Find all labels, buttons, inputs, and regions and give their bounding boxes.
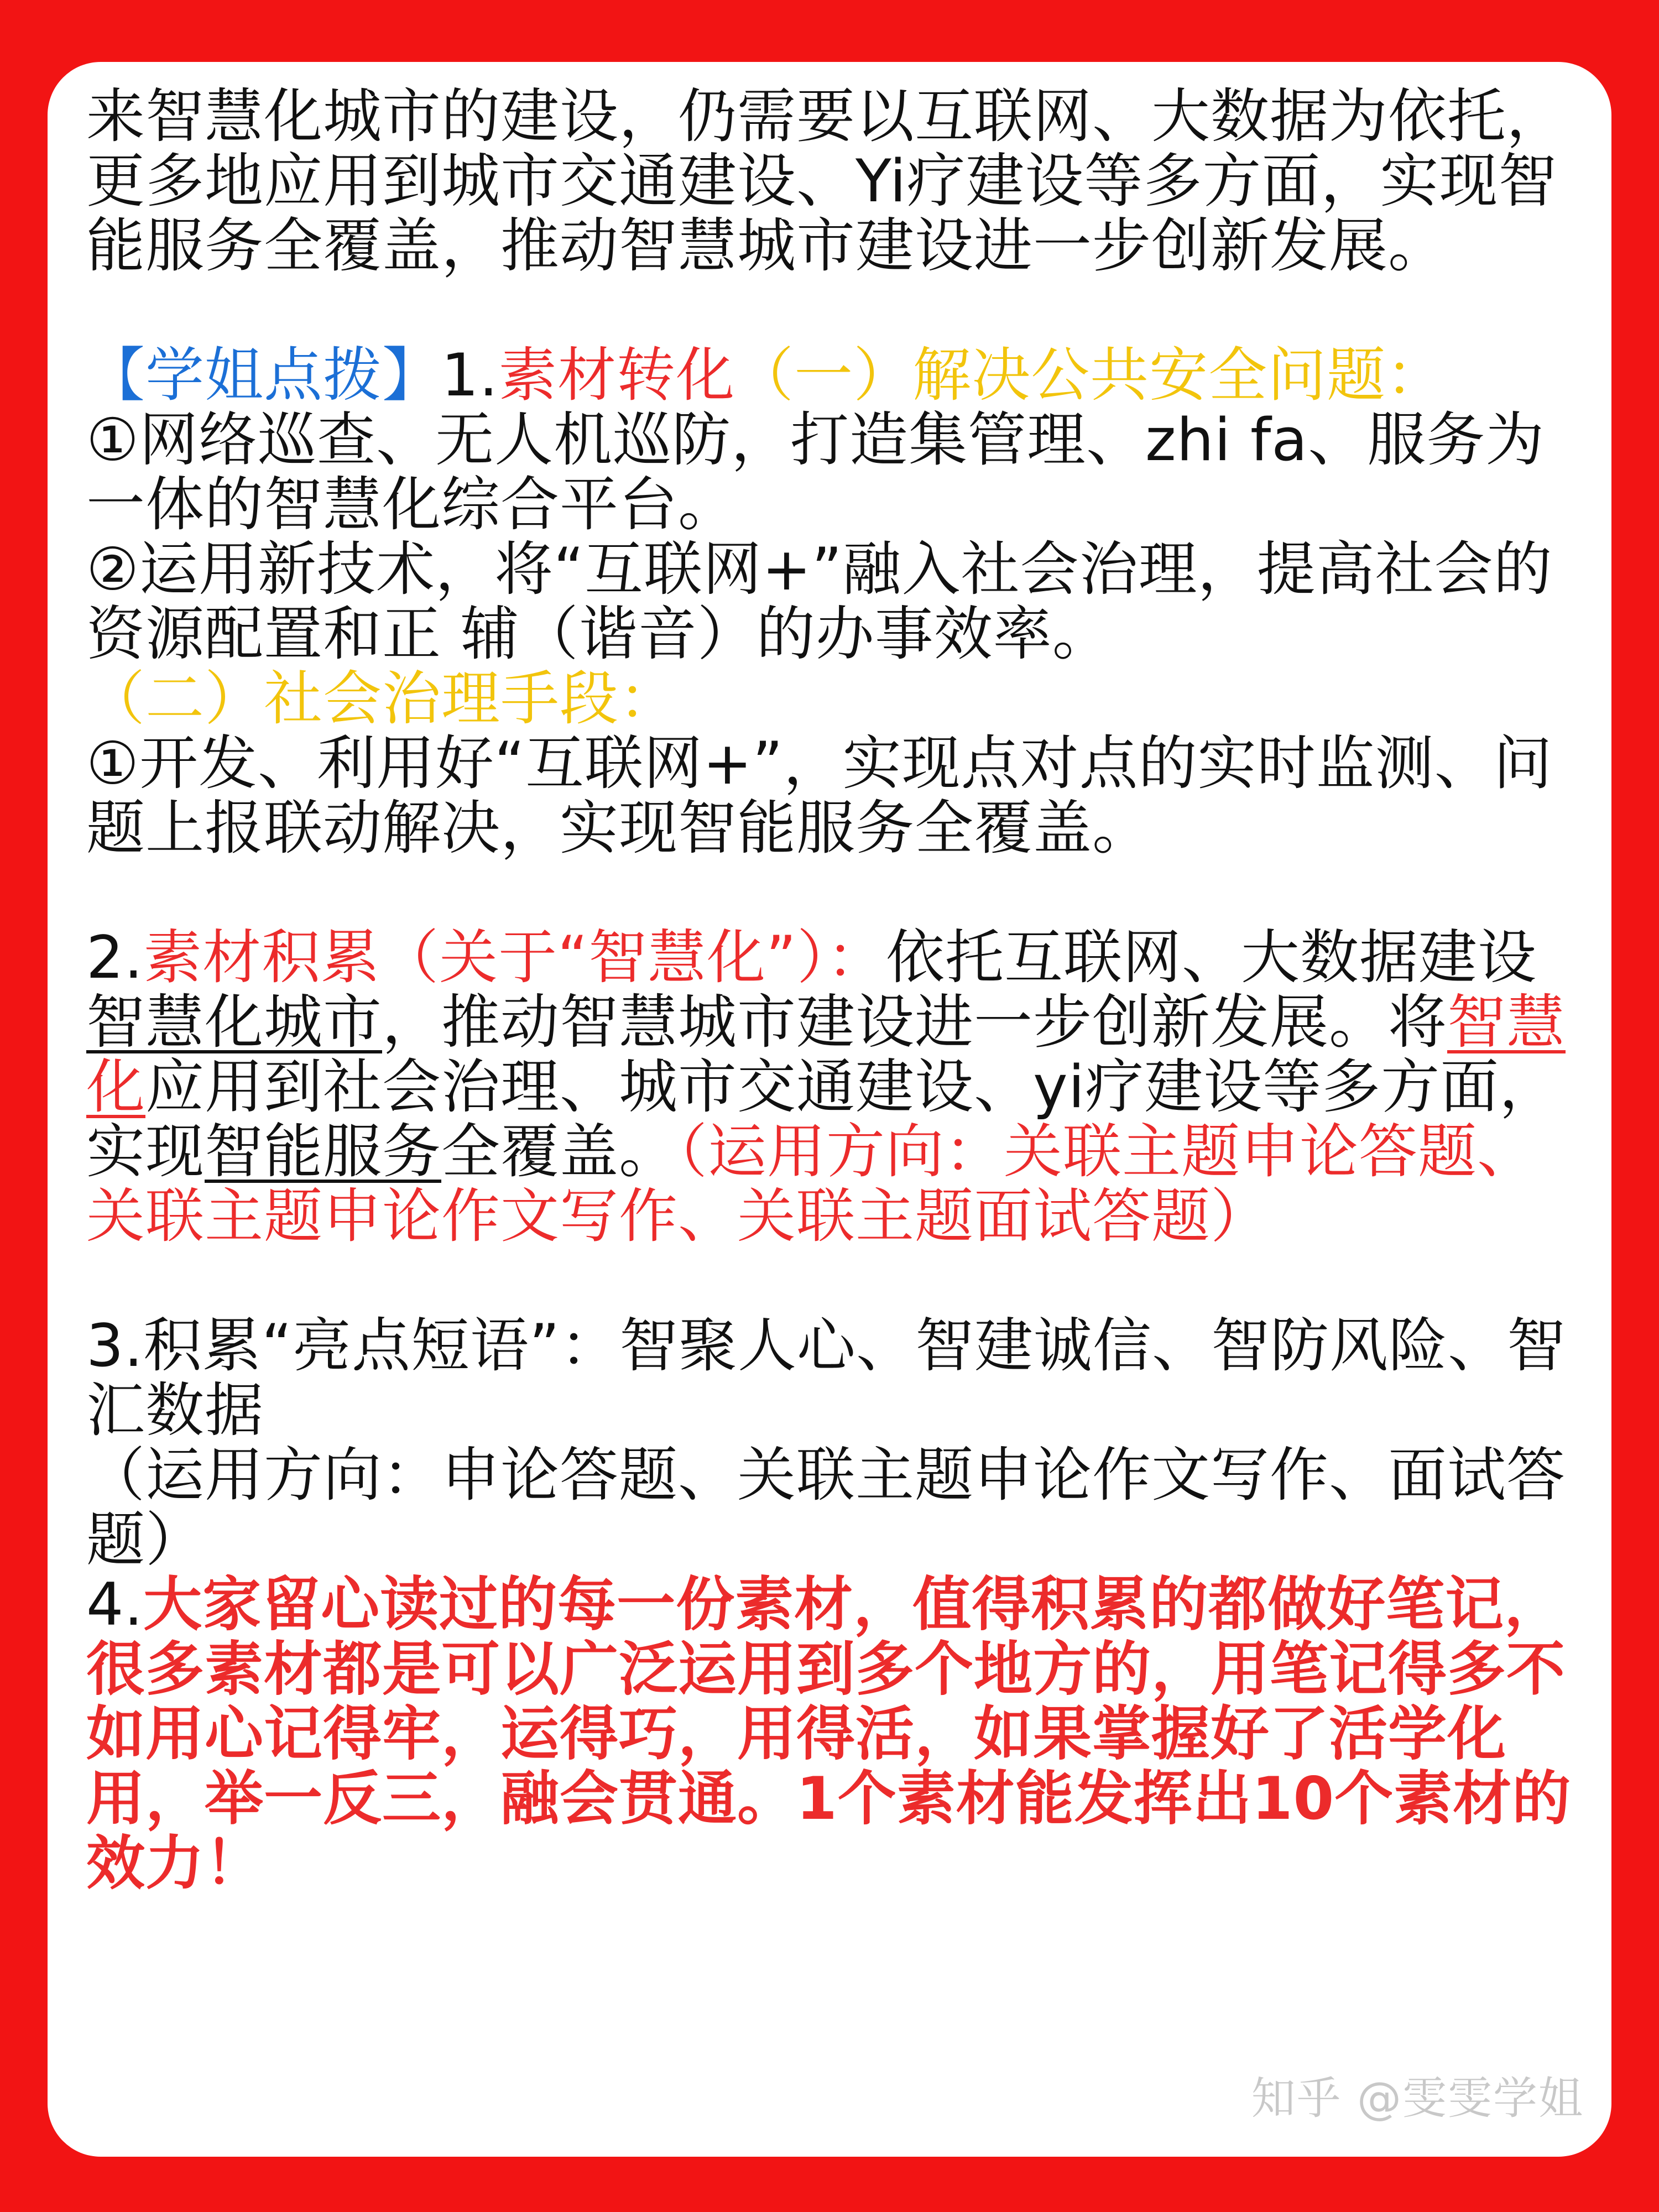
section2-number: 2. [86, 924, 144, 992]
section1-number: 1. [441, 341, 499, 409]
section2-usage: （运用方向：关联主题申论答题、关联主题申论作文写作、关联主题面试答题） [86, 1118, 1536, 1250]
section1-heading [86, 343, 1574, 408]
spacer [86, 1249, 1574, 1313]
section3-usage: （运用方向：申论答题、关联主题申论作文写作、面试答题） [86, 1441, 1566, 1574]
section3-paragraph: 3.积累“亮点短语”：智聚人心、智建诚信、智防风险、智汇数据 [86, 1312, 1566, 1444]
section2-text-3: 应用到社会治理、城市交通建设、yi疗建设等多方面，实现 [86, 1053, 1559, 1186]
section1-item-1: ①网络巡查、无人机巡防，打造集管理、zhi fa、服务为一体的智慧化综合平台。 [86, 406, 1545, 539]
intro-paragraph: 来智慧化城市的建设，仍需要以互联网、大数据为依托，更多地应用到城市交通建设、Yi疗建设等多方面，实现智能服务全覆盖，推动智慧城市建设进一步创新发展。 [86, 82, 1566, 280]
watermark: 知乎 @雯雯学姐 [1251, 2073, 1584, 2124]
section2-text-2: ，推动智慧城市建设进一步创新发展。将 [382, 988, 1447, 1056]
section1-subheading-1: （一）解决公共安全问题： [735, 341, 1446, 409]
section1-item-3: ①开发、利用好“互联网+”，实现点对点的实时监测、问题上报联动解决，实现智能服务全覆盖。 [86, 729, 1553, 862]
section4-paragraph [86, 1572, 1574, 1896]
section1-tag: 【学姐点拨】 [86, 341, 441, 409]
section1-subheading-2: （二）社会治理手段： [86, 665, 678, 733]
spacer [86, 860, 1574, 925]
content-card [48, 62, 1611, 2157]
section2-title: 素材积累（关于“智慧化”）： [143, 924, 886, 992]
section1-item-2: ②运用新技术，将“互联网+”融入社会治理，提高社会的资源配置和正 辅（谐音）的办事效率。 [86, 535, 1553, 668]
spacer [86, 278, 1574, 343]
section4-text: 大家留心读过的每一份素材，值得积累的都做好笔记，很多素材都是可以广泛运用到多个地方的，用笔记得多不如用心记得牢，运得巧，用得活，如果掌握好了活学化用，举一反三，融会贯通。1个素材能发挥出10个素材的效力！ [86, 1571, 1572, 1897]
section1-title: 素材转化 [498, 341, 735, 409]
section2-text-4: 全覆盖。 [441, 1118, 678, 1186]
article-body [86, 84, 1574, 1896]
section2-underline-3: 智能服务 [205, 1118, 441, 1186]
section2-underline-1: 智慧化城市 [86, 988, 382, 1056]
section2-paragraph [86, 925, 1574, 1249]
section2-underline-2: 智慧化 [86, 988, 1566, 1121]
section2-text-1: 依托互联网、大数据建设 [885, 924, 1537, 992]
section4-number: 4. [86, 1571, 144, 1639]
